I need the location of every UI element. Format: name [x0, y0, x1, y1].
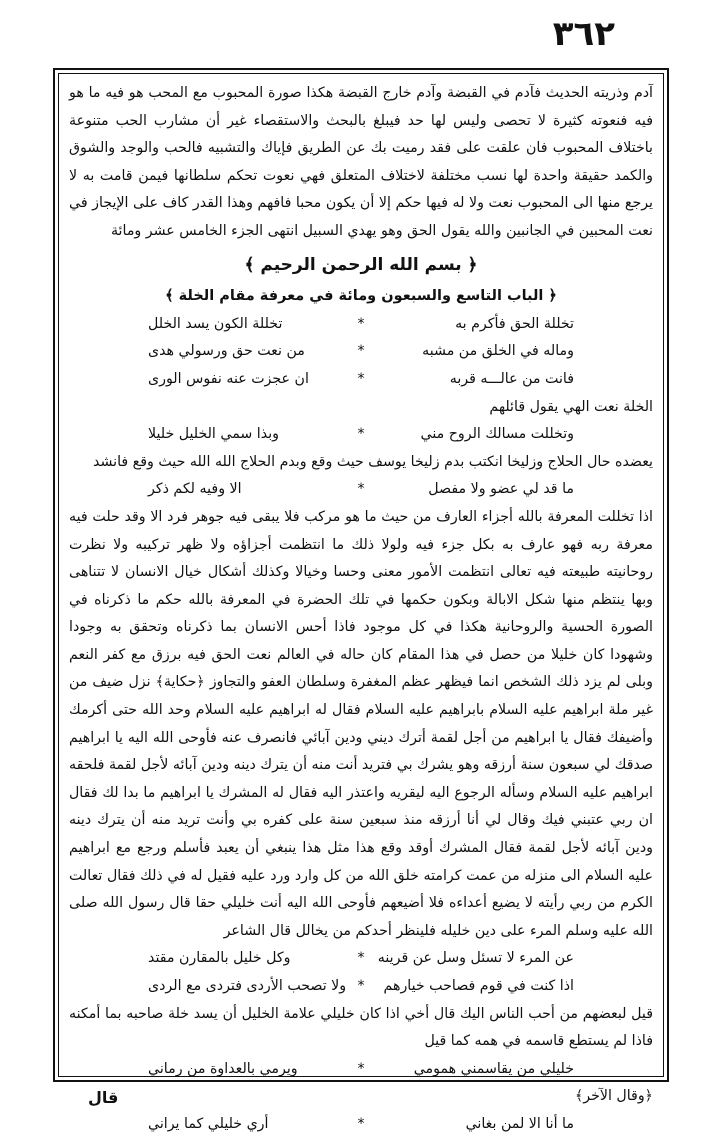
verse-hemistich-first: تخللة الحق فأكرم به — [455, 315, 574, 332]
chapter-title: ﴿ الباب التاسع والسبعون ومائة في معرفة مقام الخلة ﴾ — [165, 288, 557, 305]
verse-hemistich-second: وكل خليل بالمقارن مقتد — [148, 950, 291, 967]
verse-line — [69, 311, 653, 339]
page-body — [69, 80, 653, 1132]
verse-hemistich-second: ويرمي بالعداوة من رماني — [148, 1060, 298, 1077]
verse-line — [69, 973, 653, 1001]
heading-another-poet: ﴿وقال الآخر﴾ — [574, 1088, 653, 1105]
verse-line — [69, 476, 653, 504]
verse-hemistich-second: وبذا سمي الخليل خليلا — [148, 426, 279, 443]
verse-hemistich-first: ما أنا الا لمن بغاني — [465, 1115, 574, 1132]
paragraph-hallaj: يعضده حال الحلاج وزليخا انكتب بدم زليخا يوسف حيث وقع وبدم الحلاج الله الله حيث وقع فانشد — [93, 453, 653, 470]
paragraph-main: اذا تخللت المعرفة بالله أجزاء العارف من حيث ما هو مركب فلا يبقى فيه جوهر فرد الا وقد حلت فيه معرفة ربه فهو عارف به بكل جزء فيه ولولا ذلك ما انتظمت أجزاؤه ولا ظهر تركيبه ولا نظرت روحانيته طبيعته فيه تعالى انتظمت الأمور معنى وحسا وخيالا وكذلك أشكال خيال الانسان لا تتناهى وبها ينتظم منها شكل الابالة وبكون حكمها في تلك الحضرة في المعرفة بالله حكم ما ذكرناه في الصورة الحسية والروحانية هكذا في كل موجود فاذا أحس الانسان بما ذكرناه وتحقق به وجودا وشهودا كان خليلا من حصل في هذا المقام كان حاله في العالم نعت الحق فيه برزق مع كفر النعم وبلى لم يزد ذلك الشخص انما فيظهر عظم المغفرة وسلطان العفو والتجاوز ﴿حكاية﴾ نزل ضيف من غير ملة ابراهيم عليه السلام بابراهيم عليه السلام فقال له ابراهيم عليه السلام وحد الله حتى أكرمك وأضيفك فقال يا ابراهيم من أجل لقمة أترك ديني ودين آبائي فانصرف عنه فأوحى الله اليه يا ابراهيم صدقك لي سبعون سنة أرزقه وهو يشرك بي فتريد أنت منه أن يترك دينه ودين آبائه لأجل لقمة فلحقه ابراهيم عليه السلام وسأله الرجوع اليه ليقريه واعتذر اليه فقال له المشرك يا ابراهيم ما بدا لك فقال ان ربي عتبني فيك وقال لي أنا أرزقه منذ سبعين سنة على كفره بي وأنت تريد منه أن يترك دينه ودين آبائه لأجل لقمة فقال المشرك أوقد وقع هذا مثل هذا ينبغي أن يعبد فأسلم ورجع مع ابراهيم عليه السلام الى منزله من عمت كرامته خلق الله من كل وارد ورد عليه فقيل له في ذلك فقال تعالت الكرم من ربي رأيته لا يضيع أعداءه فلا أضيعهم فأوحى الله اليه أنت خليلي حقا قال رسول الله صلى الله عليه وسلم المرء على دين خليله فلينظر أحدكم من يخالل قال الشاعر — [69, 508, 653, 939]
paragraph-closing: قيل لبعضهم من أحب الناس اليك قال أخي اذا كان خليلي علامة الخليل أن يسد خلة صاحبه بما أمكنه فاذا لم يستطع قاسمه في همه كما قيل — [69, 1005, 653, 1050]
verse-hemistich-second: تخللة الكون يسد الخلل — [148, 315, 283, 332]
verse-separator: * — [357, 370, 365, 387]
verse-separator: * — [357, 1115, 365, 1132]
verse-line — [69, 1056, 653, 1084]
page-inner-border — [58, 73, 664, 1132]
verse-line — [69, 338, 653, 366]
verse-group-4 — [69, 945, 653, 1000]
verse-group-1 — [69, 311, 653, 394]
verse-hemistich-second: الا وفيه لكم ذكر — [148, 481, 242, 498]
verse-hemistich-first: خليلي من يقاسمني همومي — [413, 1060, 574, 1077]
verse-hemistich-second: أري خليلي كما يراني — [148, 1115, 269, 1132]
verse-hemistich-first: وتخللت مسالك الروح مني — [420, 426, 574, 443]
verse-separator: * — [357, 426, 365, 443]
page-border — [53, 68, 669, 1132]
verse-separator: * — [357, 950, 365, 967]
paragraph-khulla-intro: الخلة نعت الهي يقول قائلهم — [489, 398, 653, 415]
verse-hemistich-first: اذا كنت في قوم فصاحب خيارهم — [383, 978, 574, 994]
verse-line — [69, 945, 653, 973]
verse-line — [69, 366, 653, 394]
verse-hemistich-first: ما قد لي عضو ولا مفصل — [428, 481, 574, 498]
page-number: ٣٦٢ — [552, 14, 615, 54]
verse-hemistich-first: فانت من عالـــه قربه — [449, 370, 574, 387]
verse-separator: * — [357, 978, 365, 994]
verse-separator: * — [357, 315, 365, 332]
verse-separator: * — [357, 343, 365, 360]
verse-hemistich-first: وماله في الخلق من مشبه — [422, 343, 574, 360]
verse-line — [69, 421, 653, 449]
verse-hemistich-second: من نعت حق ورسولي هدى — [148, 343, 305, 360]
basmala: ﴿ بسم الله الرحمن الرحيم ﴾ — [244, 254, 478, 275]
paragraph-opening: آدم وذريته الحديث فآدم في القبضة وآدم خارج القبضة هكذا صورة المحبوب مع المحب هو فيه ما هو فيه فنعوته كثيرة لا تحصى وليس لها حد فيبلغ بالبحث والاستقصاء غير أن مشارب الحب متنوعة باختلاف المحبوب فان علقت على فقد رميت بك عن الطريق فإياك والتشبيه فالحب والوجد والشوق والكمد حقيقة واحدة لها نسب مختلفة لاختلاف المتعلق فهي نعوت تحكم سلطانها فيمن قامت به لا يرجع منها الى المحبوب نعت ولا له فيها حكم إلا أن يكون محبا فافهم وهذا القدر كاف على الإيجاز في نعت المحبين في الجانبين والله يقول الحق وهو يهدي السبيل انتهى الجزء الخامس عشر ومائة — [69, 85, 653, 239]
verse-hemistich-second: ان عجزت عنه نفوس الورى — [148, 370, 309, 387]
verse-hemistich-second: ولا تصحب الأردى فتردى مع الردى — [148, 978, 347, 994]
catchword: قال — [88, 1088, 119, 1107]
verse-line — [69, 1111, 653, 1139]
verse-separator: * — [357, 1060, 365, 1077]
verse-hemistich-first: عن المرء لا تسئل وسل عن قرينه — [377, 950, 574, 967]
verse-separator: * — [357, 481, 365, 498]
